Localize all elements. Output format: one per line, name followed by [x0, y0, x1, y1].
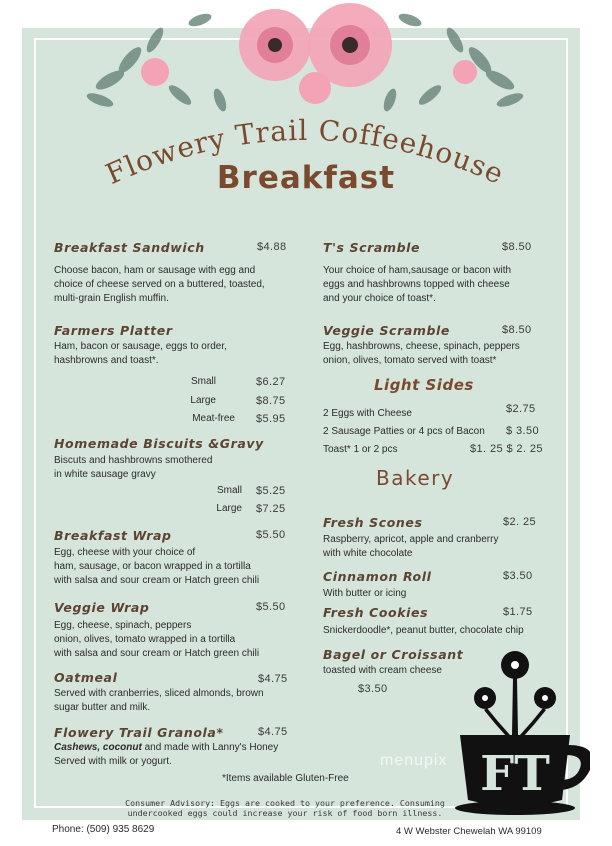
cinnamon-roll-name: Cinnamon Roll — [323, 569, 432, 584]
breakfast-wrap-desc-1: Egg, cheese with your choice of — [54, 547, 196, 558]
granola-desc-rest: and made with Lanny's Honey — [141, 742, 279, 753]
granola-name: Flowery Trail Granola* — [54, 725, 224, 740]
veggie-scramble-price: $8.50 — [502, 324, 532, 336]
oatmeal-name: Oatmeal — [54, 670, 118, 685]
fresh-scones-desc-1: Raspberry, apricot, apple and cranberry — [323, 534, 499, 545]
fresh-scones-price: $2. 25 — [503, 516, 536, 528]
granola-desc-2: Served with milk or yogurt. — [54, 756, 172, 767]
veggie-wrap-desc-1: Egg, cheese, spinach, peppers — [54, 620, 192, 631]
bagel-croissant-desc: toasted with cream cheese — [323, 665, 442, 676]
menupix-watermark: menupix — [380, 752, 448, 769]
street-address: 4 W Webster Chewelah WA 99109 — [396, 826, 542, 837]
biscuits-gravy-price-small: $5.25 — [256, 485, 286, 497]
farmers-platter-desc-2: hashbrowns and toast*. — [54, 355, 159, 366]
farmers-platter-size-meatfree: Meat-free — [192, 413, 235, 424]
veggie-scramble-name: Veggie Scramble — [323, 323, 450, 338]
breakfast-sandwich-desc-3: multi-grain English muffin. — [54, 293, 169, 304]
gluten-free-note: *Items available Gluten-Free — [222, 773, 349, 784]
ts-scramble-desc-2: eggs and hashbrowns topped with cheese — [323, 279, 510, 290]
farmers-platter-price-meatfree: $5.95 — [256, 413, 286, 425]
breakfast-wrap-price: $5.50 — [256, 529, 286, 541]
light-side-eggs-label: 2 Eggs with Cheese — [323, 408, 412, 419]
farmers-platter-size-large: Large — [190, 395, 216, 406]
fresh-cookies-name: Fresh Cookies — [323, 605, 429, 620]
fresh-cookies-desc: Snickerdoodle*, peanut butter, chocolate chip — [323, 625, 524, 636]
veggie-wrap-desc-2: onion, olives, tomato wrapped in a tortilla — [54, 634, 236, 645]
phone-number: Phone: (509) 935 8629 — [52, 824, 155, 835]
light-sides-heading: Light Sides — [374, 376, 474, 394]
consumer-advisory — [110, 798, 460, 818]
breakfast-wrap-desc-2: ham, sausage, or bacon wrapped in a tortilla — [54, 561, 251, 572]
advisory-line-1: Consumer Advisory: Eggs are cooked to your preference. Consuming — [125, 798, 445, 808]
farmers-platter-desc-1: Ham, bacon or sausage, eggs to order, — [54, 341, 227, 352]
farmers-platter-price-large: $8.75 — [256, 395, 286, 407]
svg-text:FT: FT — [480, 746, 550, 802]
breakfast-wrap-desc-3: with salsa and sour cream or Hatch green chili — [54, 575, 260, 586]
granola-desc-1 — [54, 741, 278, 755]
breakfast-sandwich-price: $4.88 — [257, 241, 287, 253]
bagel-croissant-name: Bagel or Croissant — [323, 647, 464, 662]
light-side-toast-price: $1. 25 $ 2. 25 — [470, 443, 543, 455]
biscuits-gravy-price-large: $7.25 — [256, 503, 286, 515]
veggie-wrap-name: Veggie Wrap — [54, 600, 150, 615]
farmers-platter-size-small: Small — [190, 376, 216, 387]
breakfast-wrap-name: Breakfast Wrap — [54, 528, 172, 543]
fresh-cookies-price: $1.75 — [503, 606, 533, 618]
biscuits-gravy-size-small: Small — [216, 485, 242, 496]
biscuits-gravy-name: Homemade Biscuits &Gravy — [54, 436, 264, 451]
biscuits-gravy-desc-2: in white sausage gravy — [54, 469, 156, 480]
fresh-scones-name: Fresh Scones — [323, 515, 423, 530]
fresh-scones-desc-2: with white chocolate — [323, 548, 413, 559]
light-side-eggs-price: $2.75 — [506, 403, 536, 415]
biscuits-gravy-size-large: Large — [216, 503, 242, 514]
veggie-wrap-desc-3: with salsa and sour cream or Hatch green chili — [54, 648, 260, 659]
light-side-meat-price: $ 3.50 — [506, 425, 539, 437]
biscuits-gravy-desc-1: Biscuts and hashbrowns smothered — [54, 455, 213, 466]
breakfast-sandwich-name: Breakfast Sandwich — [54, 240, 205, 255]
oatmeal-desc-1: Served with cranberries, sliced almonds, brown — [54, 688, 264, 699]
light-side-meat-label: 2 Sausage Patties or 4 pcs of Bacon — [323, 426, 485, 437]
breakfast-sandwich-desc-2: choice of cheese served on a buttered, toasted, — [54, 279, 265, 290]
breakfast-heading: Breakfast — [216, 160, 396, 196]
ts-scramble-price: $8.50 — [502, 241, 532, 253]
ts-scramble-desc-1: Your choice of ham,sausage or bacon with — [323, 265, 512, 276]
veggie-scramble-desc-1: Egg, hashbrowns, cheese, spinach, peppers — [323, 341, 520, 352]
farmers-platter-price-small: $6.27 — [256, 376, 286, 388]
ft-coffee-cup-logo — [440, 640, 590, 820]
ts-scramble-name: T's Scramble — [323, 240, 421, 255]
title-text: Flowery Trail Coffeehouse — [100, 113, 510, 191]
cinnamon-roll-price: $3.50 — [503, 570, 533, 582]
veggie-wrap-price: $5.50 — [256, 601, 286, 613]
farmers-platter-name: Farmers Platter — [54, 323, 173, 338]
granola-desc-bold: Cashews, coconut — [54, 742, 142, 753]
granola-price: $4.75 — [258, 726, 288, 738]
cinnamon-roll-desc: With butter or icing — [323, 588, 407, 599]
oatmeal-price: $4.75 — [258, 673, 288, 685]
breakfast-sandwich-desc-1: Choose bacon, ham or sausage with egg and — [54, 265, 256, 276]
advisory-line-2: undercooked eggs could increase your risk of food born illness. — [127, 808, 443, 818]
ts-scramble-desc-3: and your choice of toast*. — [323, 293, 436, 304]
bakery-heading: Bakery — [376, 466, 455, 490]
oatmeal-desc-2: sugar butter and milk. — [54, 702, 151, 713]
light-side-toast-label: Toast* 1 or 2 pcs — [323, 444, 398, 455]
veggie-scramble-desc-2: onion, olives, tomato served with toast* — [323, 355, 497, 366]
bagel-croissant-price: $3.50 — [358, 683, 388, 695]
